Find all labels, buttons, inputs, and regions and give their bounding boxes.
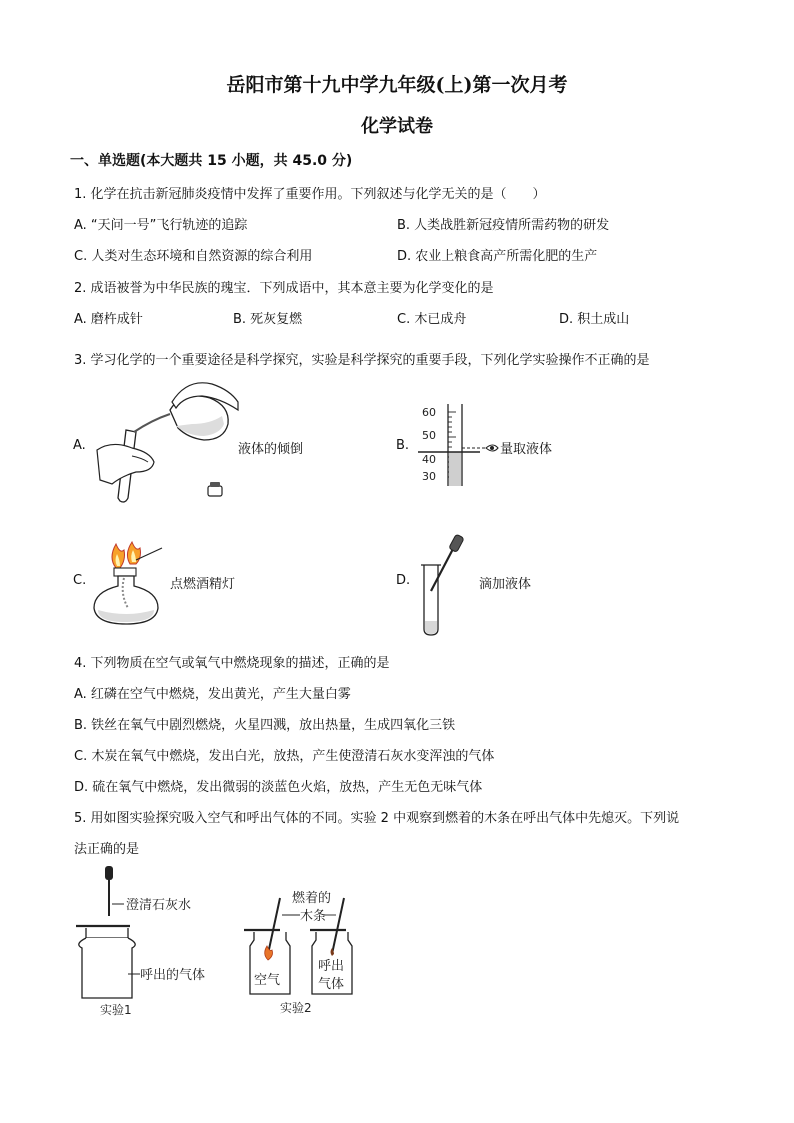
question-4-option-c: C. 木炭在氧气中燃烧，发出白光，放热，产生使澄清石灰水变浑浊的气体 <box>74 749 495 764</box>
liquid-pouring-illustration <box>92 380 242 505</box>
cylinder-tick-60: 60 <box>422 406 436 419</box>
cylinder-tick-30: 30 <box>422 470 436 483</box>
question-1-option-d: D. 农业上粮食高产所需化肥的生产 <box>397 249 598 264</box>
experiment-2-label-line1: 燃着的 <box>292 891 332 906</box>
experiment-2-jar2-line2: 气体 <box>318 977 345 992</box>
experiment-2-label-line2: 木条 <box>300 909 327 924</box>
experiment-1-caption: 实验1 <box>100 1003 132 1017</box>
question-4-stem: 4. 下列物质在空气或氧气中燃烧现象的描述，正确的是 <box>74 656 390 671</box>
question-1-stem: 1. 化学在抗击新冠肺炎疫情中发挥了重要作用。下列叙述与化学无关的是（ ） <box>74 187 546 202</box>
question-3-stem: 3. 学习化学的一个重要途径是科学探究，实验是科学探究的重要手段，下列化学实验操作不正确的是 <box>74 353 650 368</box>
question-4-option-a: A. 红磷在空气中燃烧，发出黄光，产生大量白雾 <box>74 687 351 702</box>
question-5-stem-line2: 法正确的是 <box>74 842 140 857</box>
question-3-letter-a: A. <box>73 438 86 453</box>
page-title: 岳阳市第十九中学九年级(上)第一次月考 <box>226 74 568 96</box>
question-1-option-c: C. 人类对生态环境和自然资源的综合利用 <box>74 249 313 264</box>
question-3-caption-d: 滴加液体 <box>479 577 532 592</box>
question-2-option-d: D. 积土成山 <box>559 312 630 327</box>
question-3-letter-d: D. <box>396 573 411 588</box>
question-1-option-a: A. “天问一号”飞行轨迹的追踪 <box>74 218 248 233</box>
question-2-option-a: A. 磨杵成针 <box>74 312 143 327</box>
experiment-2-jar-air: 空气 <box>254 973 281 988</box>
experiment-1-label-top: 澄清石灰水 <box>126 898 192 913</box>
cylinder-tick-40: 40 <box>422 453 436 466</box>
question-3-caption-b: 量取液体 <box>500 442 553 457</box>
experiment-2-jar2-line1: 呼出 <box>318 959 345 974</box>
experiment-2-illustration <box>240 884 370 1024</box>
experiment-1-illustration <box>72 864 222 1024</box>
question-4-option-b: B. 铁丝在氧气中剧烈燃烧，火星四溅，放出热量，生成四氧化三铁 <box>74 718 456 733</box>
question-1-option-b: B. 人类战胜新冠疫情所需药物的研发 <box>397 218 610 233</box>
experiment-2-caption: 实验2 <box>280 1001 312 1015</box>
section-heading: 一、单选题(本大题共 15 小题，共 45.0 分) <box>70 153 353 169</box>
experiment-1-label-bottom: 呼出的气体 <box>140 968 206 983</box>
question-3-caption-c: 点燃酒精灯 <box>170 577 236 592</box>
question-2-stem: 2. 成语被誉为中华民族的瑰宝．下列成语中，其本意主要为化学变化的是 <box>74 281 494 296</box>
question-2-option-b: B. 死灰复燃 <box>233 312 303 327</box>
page-subtitle: 化学试卷 <box>361 116 433 137</box>
question-3-letter-b: B. <box>396 438 410 453</box>
alcohol-lamp-illustration <box>90 538 172 630</box>
question-3-caption-a: 液体的倾倒 <box>238 442 304 457</box>
dropper-test-tube-illustration <box>416 533 472 637</box>
question-5-stem-line1: 5. 用如图实验探究吸入空气和呼出气体的不同。实验 2 中观察到燃着的木条在呼出气体中先熄灭。下列说 <box>74 811 680 826</box>
question-4-option-d: D. 硫在氧气中燃烧，发出微弱的淡蓝色火焰，放热，产生无色无味气体 <box>74 780 483 795</box>
question-3-letter-c: C. <box>73 573 87 588</box>
question-2-option-c: C. 木已成舟 <box>397 312 467 327</box>
cylinder-tick-50: 50 <box>422 429 436 442</box>
